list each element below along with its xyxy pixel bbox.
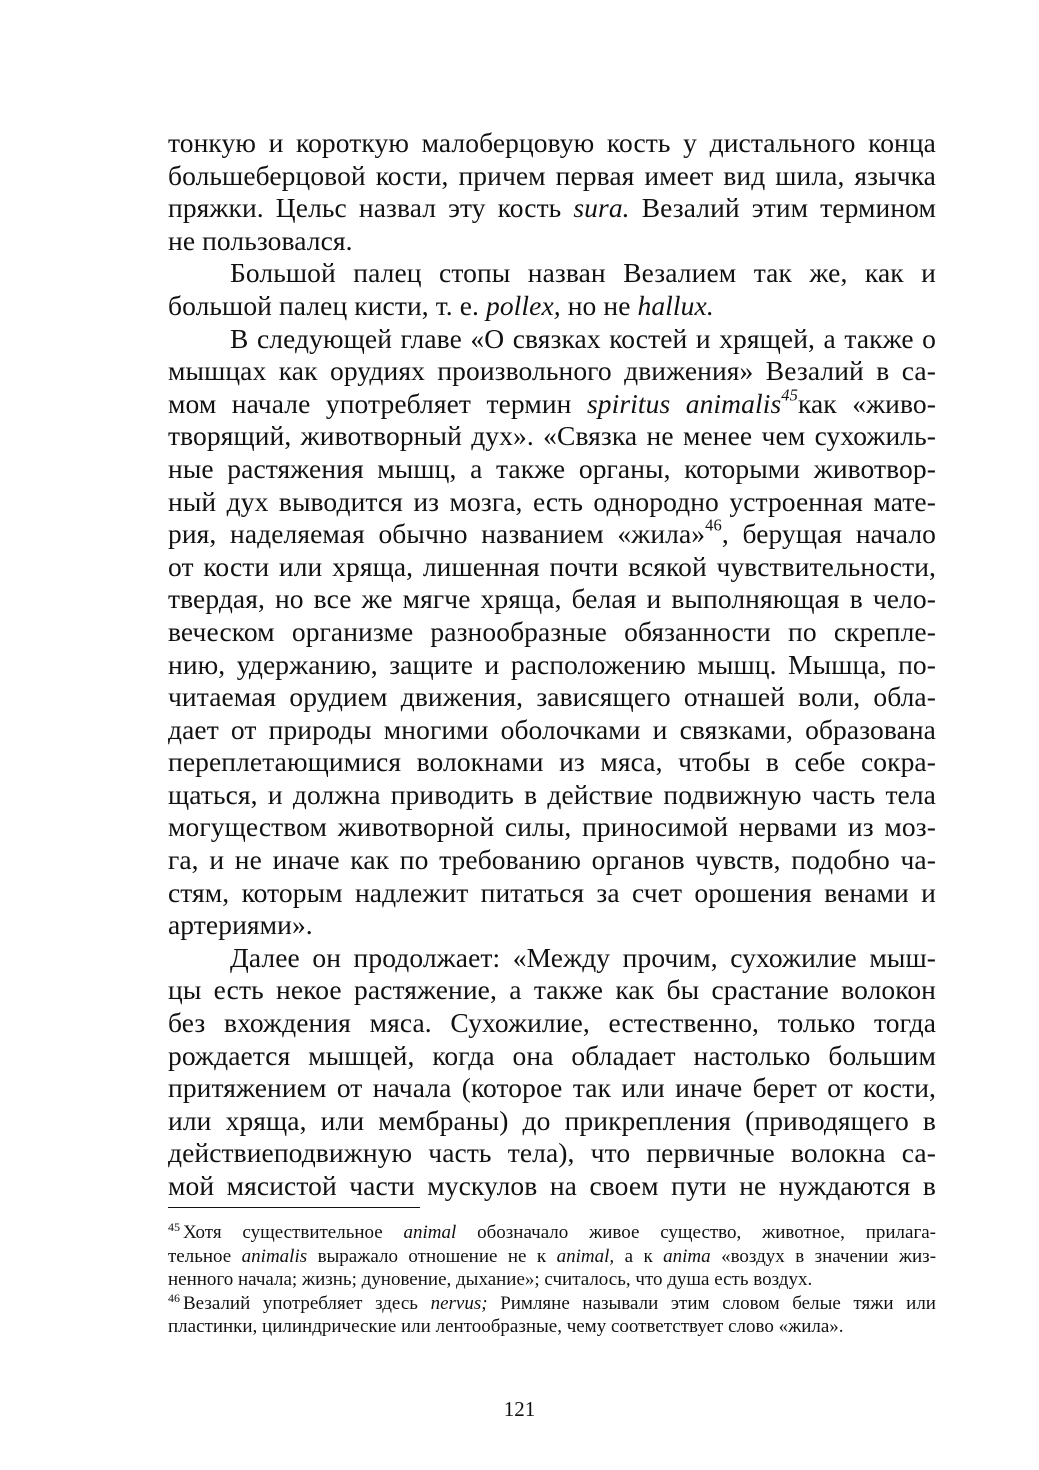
text-run: как «живо- [797,387,936,419]
text-line [168,453,936,486]
text-run: притяжением от начала (которое так или иначе берет от кости, [168,1072,936,1104]
text-run: переплетающимися волокнами из мяса, чтобы в себе сокра- [168,746,936,778]
text-line [168,811,936,844]
text-run: мой мясистой части мускулов на своем пути не нуждаются в [168,1170,936,1201]
text-run: действиеподвижную часть тела), что первичные волокна са- [168,1137,936,1169]
footnote-number: 46 [168,1290,180,1305]
text-run: Везалий употребляет здесь [183,1292,431,1314]
text-run: нию, удержанию, защите и расположению мышц. Мышца, по- [168,648,936,680]
text-line [168,1137,936,1170]
text-run: но не [560,289,638,321]
text-run: Хотя существительное [183,1222,404,1243]
text-run: В следующей главе «О связках костей и хрящей, а также о [230,322,936,354]
paragraph [168,942,936,1203]
footnote-reference: 45 [781,385,798,405]
text-line [168,681,936,714]
text-line [168,1170,936,1203]
text-line [168,192,936,225]
text-line [168,355,936,388]
text-run: большеберцовой кости, причем первая имеет вид шила, язычка [168,159,936,191]
text-run: могуществом животворной силы, приносимой нервами из моз- [168,811,936,843]
text-line [168,616,936,649]
text-run: дает от природы многими оболочками и связками, образована [168,713,936,745]
paragraph [168,127,936,257]
text-line [168,515,936,551]
text-line [168,942,936,975]
text-line [168,1007,936,1040]
text-line [168,486,936,519]
text-run: ные растяжения мышц, а также органы, которыми животвор- [168,452,936,484]
text-run: «воздух в значении жиз- [710,1245,937,1267]
italic-term: anima [663,1245,711,1267]
text-line [168,290,936,323]
footnote-line [168,1221,936,1245]
text-line [168,551,936,584]
italic-term: animalis [241,1245,308,1267]
text-run: Большой палец стопы назван Везалием так же, как и [230,257,936,289]
text-line [168,714,936,747]
text-run: веческом организме разнообразные обязанности по скрепле- [168,615,936,647]
italic-term: sura. [573,192,630,224]
text-line [168,974,936,1007]
text-run: тонкую и короткую малоберцовую кость у дистального конца [168,127,936,158]
text-run: твердая, но все же мягче хряща, белая и выполняющая в чело- [168,583,936,615]
text-line [168,909,936,942]
text-run: Далее он продолжает: «Между прочим, сухожилие мыш- [230,941,936,973]
text-run: цы есть некое растяжение, а также как бы срастание волокон [168,974,936,1006]
text-run: творящий, животворный дух». «Связка не менее чем сухожиль- [168,420,936,452]
text-run: Римляне называли этим словом белые тяжи или [487,1292,936,1314]
text-run: щаться, и должна приводить в действие подвижную часть тела [168,778,936,810]
text-run: от кости или хряща, лишенная почти всякой чувствительности, [168,550,936,582]
text-line [168,844,936,877]
text-run: артериями». [168,909,313,941]
italic-term: spiritus animalis [586,387,782,419]
italic-term: hallux. [637,289,714,321]
text-line [168,1040,936,1073]
paragraph [168,323,936,942]
text-run: выражало отношение не к [307,1245,557,1267]
footnote-line [168,1245,936,1269]
main-text [168,127,936,1203]
text-line [168,257,936,290]
italic-term: animal, [556,1245,615,1267]
footnote-reference: 46 [705,515,722,535]
page-number: 121 [503,1397,536,1421]
footnote-line [168,1292,936,1316]
text-line [168,385,936,421]
text-run: рождается мышцей, когда она обладает настолько большим [168,1039,936,1071]
text-run: ный дух выводится из мозга, есть однородно устроенная мате- [168,485,936,517]
text-line [168,420,936,453]
paragraph [168,257,936,322]
footnote-46 [168,1292,936,1339]
footnote-line [168,1268,936,1292]
text-line [168,323,936,356]
text-line [168,746,936,779]
text-line [168,127,936,160]
footnotes [168,1221,936,1339]
text-run: пряжки. Цельс назвал эту кость [168,192,574,224]
italic-term: pollex, [485,289,561,321]
text-run: без вхождения мяса. Сухожилие, естественно, только тогда [168,1007,936,1039]
footnote-separator [168,1207,420,1208]
text-line [168,1105,936,1138]
text-run: , берущая начало [721,518,936,550]
footnote-45 [168,1221,936,1292]
text-line [168,583,936,616]
text-run: га, и не иначе как по требованию органов чувств, подобно ча- [168,844,936,876]
text-run: стям, которым надлежит питаться за счет орошения венами и [168,876,936,908]
italic-term: animal [403,1222,457,1243]
text-run: или хряща, или мембраны) до прикрепления (приводящего в [168,1104,936,1136]
text-line [168,160,936,193]
footnote-line [168,1315,936,1339]
text-run: читаемая орудием движения, зависящего отнашей воли, обла- [168,681,936,713]
text-run: обозначало живое существо, животное, прилага- [456,1222,936,1243]
text-line [168,225,936,258]
text-run: пластинки, цилиндрические или лентообразные, чему соответствует слово «жила». [168,1316,844,1338]
text-run: большой палец кисти, т. е. [168,289,486,321]
text-run: не пользовался. [168,224,353,256]
text-run: ненного начала; жизнь; дуновение, дыхание»; считалось, что душа есть воздух. [168,1269,813,1291]
text-line [168,779,936,812]
text-run: а к [614,1245,664,1267]
text-run: мышцах как орудиях произвольного движения» Везалий в са- [168,355,936,387]
text-line [168,877,936,910]
text-run: Везалий этим термином [629,192,936,224]
text-run: тельное [168,1245,242,1267]
text-run: мом начале употребляет термин [168,387,587,419]
footnote-number: 45 [168,1220,180,1234]
italic-term: nervus; [430,1292,488,1314]
text-line [168,649,936,682]
text-line [168,1072,936,1105]
text-run: рия, наделяемая обычно названием «жила» [168,518,706,550]
